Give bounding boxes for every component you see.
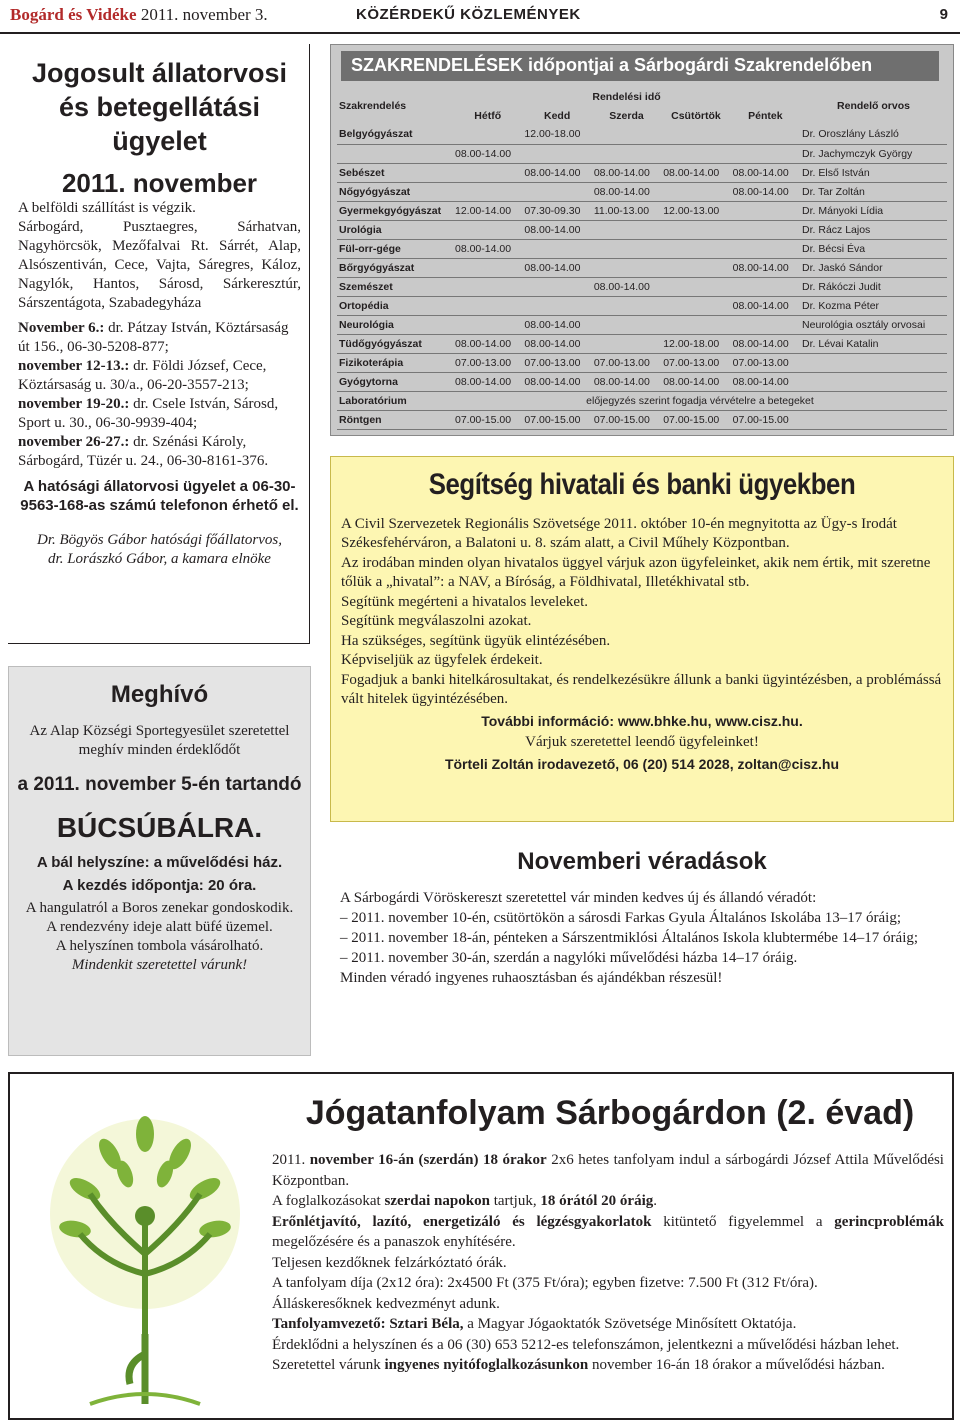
schedule-row (337, 391, 947, 410)
row-time (592, 144, 661, 163)
row-specialty: Szemészet (337, 277, 453, 296)
vet-month: 2011. november (61, 168, 258, 198)
schedule-table (337, 87, 947, 430)
row-time (661, 239, 730, 258)
help-para: Fogadjuk a banki hitelkárosultakat, és rendelkezésükre állunk a banki ügyintézésben, a problémássá vált hitelek ügyintézésében. (341, 671, 942, 707)
blood-para: A Sárbogárdi Vöröskereszt szeretettel vár minden kedves új és állandó véradót: (340, 890, 817, 906)
day-header: Szerda (609, 109, 644, 122)
row-doctor: Dr. Oroszlány László (800, 125, 947, 144)
row-specialty: Fül-orr-gége (337, 239, 453, 258)
day-header: Kedd (543, 109, 571, 122)
help-para: A Civil Szervezetek Regionális Szövetsége 2011. október 10-én megnyitotta az Ügy-s Irodát Székesfehérváron, a Balatoni u. 8. szám alatt, a Civil Műhely Központban. (341, 515, 897, 551)
row-doctor: Dr. Tar Zoltán (800, 182, 947, 201)
schedule-row (337, 296, 947, 315)
help-para: Ha szükséges, segítünk ügyük elintézésében. (341, 632, 611, 649)
row-time: 08.00-14.00 (661, 163, 730, 182)
section-title: KÖZÉRDEKŰ KÖZLEMÉNYEK (356, 6, 581, 23)
row-time (661, 277, 730, 296)
row-doctor: Dr. Első István (800, 163, 947, 182)
row-doctor: Dr. Mányoki Lídia (800, 201, 947, 220)
row-time (731, 220, 800, 239)
row-specialty (337, 144, 453, 163)
row-time: 08.00-14.00 (522, 163, 591, 182)
row-time: 12.00-14.00 (453, 201, 522, 220)
row-time: 08.00-14.00 (731, 182, 800, 201)
yoga-para: A foglalkozásokat szerdai napokon tartjuk, 18 órától 20 óráig. (272, 1193, 657, 1209)
schedule-row (337, 258, 947, 277)
vet-area: Sárbogárd, Pusztaegres, Sárhatvan, Nagyhörcsök, Mezőfalvai Rt. Sárrét, Alap, Alsószentiván, Cece, Vajta, Sáregres, Káloz, Nagylók, Hantos, Sárosd, Sárkeresztúr, Sárszentágota, Szabadegyháza (18, 219, 301, 311)
page-number: 9 (939, 6, 948, 23)
invitation-box (8, 666, 311, 1056)
row-time: 08.00-14.00 (731, 334, 800, 353)
schedule-row (337, 163, 947, 182)
row-time: 07.00-13.00 (731, 353, 800, 372)
blood-para: – 2011. november 10-én, csütörtökön a sárosdi Farkas Gyula Általános Iskolába 13–17 óráig; (340, 910, 901, 926)
invite-line: A hangulatról a Boros zenekar gondoskodik. (25, 900, 294, 916)
row-time (522, 239, 591, 258)
row-doctor: Dr. Rácz Lajos (800, 220, 947, 239)
row-time (453, 258, 522, 277)
row-time: 11.00-13.00 (592, 201, 661, 220)
blood-para: – 2011. november 30-án, szerdán a nagylóki művelődési házba 14–17 óráig. (340, 950, 798, 966)
row-time: 08.00-14.00 (453, 144, 522, 163)
yoga-para: Teljesen kezdőknek felzárkóztató órák. (272, 1254, 507, 1271)
day-header: Csütörtök (671, 109, 721, 122)
row-time: 07.00-13.00 (661, 353, 730, 372)
row-time: 07.30-09.30 (522, 201, 591, 220)
row-time: 08.00-14.00 (592, 163, 661, 182)
row-time (453, 182, 522, 201)
help-para: Képviseljük az ügyfelek érdekeit. (341, 652, 543, 668)
help-box (330, 456, 954, 822)
invite-line: A rendezvény ideje alatt büfé üzemel. (46, 919, 273, 935)
row-specialty: Gyermekgyógyászat (337, 201, 453, 220)
row-time (453, 315, 522, 334)
page-header (0, 0, 960, 34)
row-time: 07.00-15.00 (522, 410, 591, 429)
row-time: 08.00-14.00 (522, 334, 591, 353)
row-time: 07.00-15.00 (592, 410, 661, 429)
schedule-row (337, 334, 947, 353)
day-header: Péntek (748, 109, 783, 122)
yoga-title: Jógatanfolyam Sárbogárdon (2. évad) (305, 1094, 915, 1132)
row-time: 12.00-13.00 (661, 201, 730, 220)
paper-name: Bogárd és Vidéke 2011. november 3. (10, 5, 268, 24)
yoga-para: Érdeklődni a helyszínen és a 06 (30) 653 5212-es telefonszámon, jelentkezni a művelődési házban lehet. (272, 1336, 900, 1353)
row-time (453, 220, 522, 239)
row-time (592, 125, 661, 144)
invite-line: A helyszínen tombola vásárolható. (55, 938, 264, 954)
schedule-row (337, 372, 947, 391)
invite-closing: Mindenkit szeretettel várunk! (71, 957, 248, 973)
row-time: 08.00-14.00 (522, 315, 591, 334)
row-time: 07.00-13.00 (522, 353, 591, 372)
yoga-para: Erőnlétjavító, lazító, energetizáló és légzésgyakorlatok kitüntető figyelemmel a gerincproblémák megelőzésére és a panaszok enyhítésére. (272, 1213, 944, 1250)
row-doctor: Neurológia osztály orvosai (800, 315, 947, 334)
blood-para: – 2011. november 18-án, pénteken a Sárszentmiklósi Általános Iskola klubtermébe 14–17 óráig; (340, 930, 919, 946)
row-specialty: Tüdőgyógyászat (337, 334, 453, 353)
row-specialty: Sebészet (337, 163, 453, 182)
row-doctor (800, 410, 947, 429)
row-time: 08.00-14.00 (453, 239, 522, 258)
yoga-para: A tanfolyam díja (2x12 óra): 2x4500 Ft (375 Ft/óra); egyben fizetve: 7.500 Ft (312 Ft/óra). (272, 1275, 818, 1291)
authority-phone: A hatósági állatorvosi ügyelet a 06-30-9563-168-as számú telefonon érhető el. (20, 478, 299, 514)
row-time (522, 296, 591, 315)
help-contact: Törteli Zoltán irodavezető, 06 (20) 514 2028, zoltan@cisz.hu (444, 755, 840, 772)
row-specialty: Gyógytorna (337, 372, 453, 391)
yoga-para: Álláskeresőknek kedvezményt adunk. (272, 1295, 500, 1312)
yoga-para: Szeretettel várunk ingyenes nyitófoglalkozásunkon november 16-án 18 órakor a művelődési házban. (272, 1357, 885, 1373)
invite-text: Az Alap Községi Sportegyesület szeretettel meghív minden érdeklődőt (29, 723, 290, 758)
row-time: 08.00-14.00 (453, 372, 522, 391)
issue-date: 2011. november 3. (140, 5, 268, 24)
row-specialty: Röntgen (337, 410, 453, 429)
invite-time: A kezdés időpontja: 20 óra. (62, 877, 257, 894)
row-time (592, 315, 661, 334)
signature: Dr. Bögyös Gábor hatósági főállatorvos, dr. Lorászkó Gábor, a kamara elnöke (36, 532, 282, 567)
yoga-para: Tanfolyamvezető: Sztari Béla, a Magyar Jógaoktatók Szövetsége Minősített Oktatója. (272, 1316, 797, 1332)
row-time (661, 315, 730, 334)
schedule-row (337, 410, 947, 429)
row-time: 07.00-15.00 (731, 410, 800, 429)
vet-intro: A belföldi szállítást is végzik. (18, 200, 196, 216)
row-specialty: Urológia (337, 220, 453, 239)
row-doctor: Dr. Lévai Katalin (800, 334, 947, 353)
blood-donation-article (330, 838, 954, 1058)
blood-para: Minden véradó ingyenes ruhaosztásban és ajándékban részesül! (340, 970, 723, 986)
row-time (592, 258, 661, 277)
row-time: 08.00-14.00 (731, 296, 800, 315)
row-time (522, 277, 591, 296)
row-time: 12.00-18.00 (522, 125, 591, 144)
row-doctor: Dr. Bécsi Éva (800, 239, 947, 258)
help-info: További információ: www.bhke.hu, www.cisz.hu. (481, 712, 803, 729)
schedule-row (337, 353, 947, 372)
row-time (661, 182, 730, 201)
help-para: Az irodában minden olyan hivatalos üggyel várjuk azon ügyfeleinket, akik nem értik, mit szeretne tőlük a „hivatal”: a NAV, a Bíróság, a Földhivatal, Illetékhivatal stb. (341, 554, 931, 590)
row-time (661, 296, 730, 315)
invite-title: Meghívó (110, 681, 209, 708)
row-time (522, 182, 591, 201)
col-spec: Szakrendelés (339, 100, 407, 112)
row-time (661, 125, 730, 144)
row-time: 08.00-14.00 (731, 163, 800, 182)
row-time (731, 125, 800, 144)
row-time: 07.00-15.00 (661, 410, 730, 429)
row-time (731, 239, 800, 258)
row-specialty: Nőgyógyászat (337, 182, 453, 201)
help-para: Segítünk megválaszolni azokat. (341, 613, 532, 629)
schedule-row (337, 182, 947, 201)
blood-title: Novemberi véradások (517, 848, 767, 875)
row-doctor: Dr. Jaskó Sándor (800, 258, 947, 277)
schedule-row (337, 220, 947, 239)
row-time: 08.00-14.00 (522, 220, 591, 239)
row-doctor (800, 353, 947, 372)
col-time: Rendelési idő (592, 90, 661, 103)
row-time: 08.00-14.00 (453, 334, 522, 353)
row-time: 08.00-14.00 (522, 258, 591, 277)
row-specialty: Ortopédia (337, 296, 453, 315)
row-time (592, 334, 661, 353)
duty-item: november 26-27.: dr. Szénási Károly, Sárbogárd, Tüzér u. 24., 06-30-8161-376. (18, 434, 269, 469)
yoga-article (8, 1072, 954, 1420)
row-time (592, 239, 661, 258)
schedule-title: SZAKRENDELÉSEK időpontjai a Sárbogárdi Szakrendelőben (341, 51, 939, 81)
row-time (453, 296, 522, 315)
row-time: 08.00-14.00 (731, 372, 800, 391)
row-doctor: Dr. Rákóczi Judit (800, 277, 947, 296)
invite-date: a 2011. november 5-én tartandó (17, 774, 302, 795)
yoga-tree-illustration (30, 1104, 260, 1414)
help-para: Segítünk megérteni a hivatalos leveleket. (341, 593, 589, 610)
schedule-row (337, 239, 947, 258)
schedule-row (337, 277, 947, 296)
col-doctor: Rendelő orvos (837, 100, 910, 112)
row-time (522, 144, 591, 163)
row-time (731, 315, 800, 334)
row-time: 08.00-14.00 (522, 372, 591, 391)
vet-duty-article (8, 44, 310, 644)
yoga-para: 2011. november 16-án (szerdán) 18 órakor 2x6 hetes tanfolyam indul a sárbogárdi József Attila Művelődési Központban. (272, 1152, 944, 1189)
row-doctor: Dr. Kozma Péter (800, 296, 947, 315)
row-time: 12.00-18.00 (661, 334, 730, 353)
row-specialty: Neurológia (337, 315, 453, 334)
row-specialty: Belgyógyászat (337, 125, 453, 144)
row-specialty: Bőrgyógyászat (337, 258, 453, 277)
invite-event: BÚCSÚBÁLRA. (56, 812, 263, 843)
row-time (453, 277, 522, 296)
row-time (453, 125, 522, 144)
row-doctor: Dr. Jachymczyk György (800, 144, 947, 163)
yoga-text (272, 1150, 944, 1376)
row-time (453, 163, 522, 182)
row-time: 07.00-13.00 (592, 353, 661, 372)
invite-place: A bál helyszíne: a művelődési ház. (36, 854, 283, 871)
schedule-row (337, 144, 947, 163)
row-time (592, 220, 661, 239)
row-time (661, 144, 730, 163)
row-note: előjegyzés szerint fogadja vérvételre a betegeket (453, 391, 947, 410)
schedule-row (337, 125, 947, 144)
row-time (731, 144, 800, 163)
help-wait: Várjuk szeretettel leendő ügyfeleinket! (525, 734, 759, 750)
row-specialty: Laboratórium (337, 391, 453, 410)
schedule-row (337, 315, 947, 334)
row-time (661, 220, 730, 239)
schedule-box (330, 44, 954, 436)
row-time: 08.00-14.00 (592, 182, 661, 201)
duty-item: november 12-13.: dr. Földi József, Cece, Köztársaság u. 30/a., 06-20-3557-213; (18, 358, 267, 393)
row-time (592, 296, 661, 315)
duty-item: november 19-20.: dr. Csele István, Sárosd, Sport u. 30., 06-30-9939-404; (18, 396, 279, 431)
row-doctor (800, 372, 947, 391)
row-time: 08.00-14.00 (731, 258, 800, 277)
row-time: 07.00-13.00 (453, 353, 522, 372)
vet-title: Jogosult állatorvosi és betegellátási ügyelet (31, 58, 288, 156)
row-specialty: Fizikoterápia (337, 353, 453, 372)
duty-item: November 6.: dr. Pátzay István, Köztársaság út 156., 06-30-5208-877; (18, 320, 289, 355)
help-title: Segítség hivatali és banki ügyekben (428, 468, 856, 501)
row-time (661, 258, 730, 277)
day-header: Hétfő (474, 109, 502, 122)
row-time: 08.00-14.00 (592, 372, 661, 391)
row-time: 08.00-14.00 (592, 277, 661, 296)
row-time (731, 277, 800, 296)
row-time: 07.00-15.00 (453, 410, 522, 429)
row-time (731, 201, 800, 220)
schedule-row (337, 201, 947, 220)
row-time: 08.00-14.00 (661, 372, 730, 391)
